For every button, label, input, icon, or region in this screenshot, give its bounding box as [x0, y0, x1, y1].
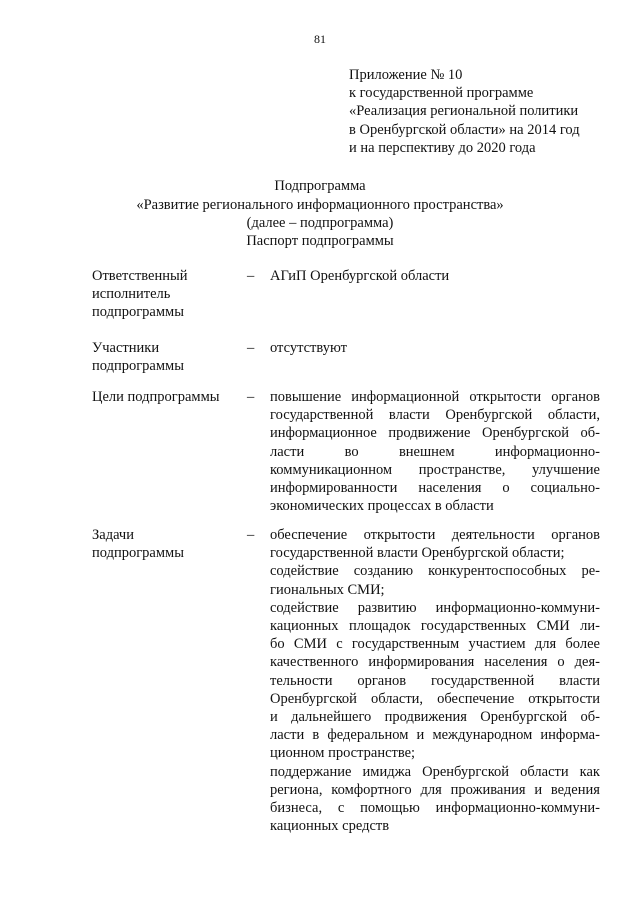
- value-line: [270, 424, 600, 442]
- value-word: власти: [388, 407, 430, 424]
- subprogram-title: [0, 177, 640, 233]
- value-word: участием: [468, 636, 526, 653]
- value-word: содействие: [270, 599, 339, 616]
- value-word: проживания: [450, 781, 526, 798]
- value-word: созданию: [353, 563, 414, 580]
- value-word: помощью: [360, 800, 420, 817]
- value-word: улучшение: [532, 461, 600, 478]
- value-word: информирования: [368, 654, 475, 671]
- value-word: пространстве,: [418, 461, 506, 478]
- value-line: [270, 562, 600, 580]
- value-word: тельности: [270, 672, 333, 689]
- row-dash: –: [247, 389, 255, 405]
- value-word: органов: [357, 672, 407, 689]
- value-word: государственной: [430, 672, 535, 689]
- value-line: [270, 497, 600, 515]
- value-word: бизнеса,: [270, 800, 323, 817]
- value-word: Оренбургской: [482, 425, 569, 442]
- value-word: экономических процессах в области: [270, 498, 494, 515]
- row-value: [270, 388, 600, 515]
- value-word: как: [579, 763, 600, 780]
- value-word: области,: [547, 407, 600, 424]
- value-word: власти: [559, 672, 600, 689]
- value-word: обеспечение: [437, 690, 515, 707]
- value-word: ласти: [270, 443, 305, 460]
- value-word: и: [270, 709, 278, 726]
- value-word: Оренбургской: [422, 763, 510, 780]
- value-line: [270, 690, 600, 708]
- value-word: информационной: [351, 389, 460, 405]
- value-word: во: [344, 443, 359, 460]
- title-line: «Развитие регионального информационного пространства»: [136, 196, 504, 213]
- value-word: дея-: [574, 654, 600, 671]
- value-line: [270, 443, 600, 461]
- row-dash: –: [247, 268, 255, 284]
- value-word: открытости: [528, 690, 600, 707]
- value-word: кационных: [270, 618, 339, 635]
- value-word: информационно-коммуни-: [435, 800, 600, 817]
- value-word: кационных средств: [270, 818, 390, 835]
- value-line: [270, 781, 600, 799]
- appendix-line: к государственной программе: [349, 85, 534, 102]
- row-label: [92, 388, 242, 406]
- value-word: информационно-: [494, 443, 600, 460]
- value-word: Оренбургской: [270, 690, 357, 707]
- row-label: [92, 339, 242, 375]
- value-line: [270, 817, 600, 835]
- value-word: федеральном: [327, 727, 409, 744]
- row-value: [270, 526, 600, 835]
- value-line: [270, 544, 600, 562]
- value-word: государственной власти Оренбургской области;: [270, 545, 565, 562]
- value-line: [270, 617, 600, 635]
- value-word: СМИ: [293, 636, 327, 653]
- appendix-header: [349, 66, 580, 157]
- value-word: государственным: [351, 636, 460, 653]
- value-line: [270, 526, 600, 544]
- value-word: ционном пространстве;: [270, 745, 416, 762]
- value-word: повышение: [270, 389, 342, 405]
- value-word: области,: [370, 690, 424, 707]
- label-line: исполнитель: [92, 286, 171, 303]
- value-line: [270, 653, 600, 671]
- value-word: внешнем: [398, 443, 455, 460]
- value-line: [270, 388, 600, 406]
- value-word: содействие: [270, 563, 339, 580]
- title-line: Подпрограмма: [274, 178, 366, 194]
- value-word: гиональных СМИ;: [270, 581, 385, 598]
- value-line: [270, 763, 600, 781]
- value-word: коммуникационном: [270, 461, 393, 478]
- value-word: более: [565, 636, 600, 653]
- value-word: об-: [580, 709, 600, 726]
- value-word: международном: [432, 727, 533, 744]
- value-word: о: [502, 480, 510, 497]
- value-word: обеспечение: [270, 527, 348, 543]
- row-label: [92, 267, 242, 322]
- value-word: ласти: [270, 727, 305, 744]
- value-word: продвижение: [388, 425, 471, 442]
- value-line: [270, 461, 600, 479]
- value-word: государственной: [270, 407, 374, 424]
- value-word: для: [534, 636, 557, 653]
- row-value: [270, 339, 600, 357]
- value-word: АГиП Оренбургской области: [270, 268, 450, 284]
- label-line: Цели подпрограммы: [92, 389, 220, 405]
- value-word: и: [534, 781, 543, 798]
- passport-title: Паспорт подпрограммы: [246, 233, 394, 249]
- label-line: подпрограммы: [92, 304, 184, 321]
- value-word: информа-: [540, 727, 600, 744]
- label-line: подпрограммы: [92, 358, 184, 375]
- value-word: открытости: [363, 527, 436, 543]
- row-label: [92, 526, 242, 562]
- value-word: поддержание: [270, 763, 352, 780]
- value-word: комфортного: [331, 781, 412, 798]
- value-word: информационное: [270, 425, 377, 442]
- value-word: для: [420, 781, 442, 798]
- label-line: подпрограммы: [92, 545, 184, 562]
- value-word: имиджа: [362, 763, 412, 780]
- value-line: [270, 581, 600, 599]
- value-word: ли-: [580, 618, 600, 635]
- appendix-line: в Оренбургской области» на 2014 год: [349, 121, 580, 138]
- value-word: качественного: [270, 654, 359, 671]
- value-line: [270, 339, 600, 357]
- value-word: об-: [580, 425, 600, 442]
- value-word: информированности: [270, 480, 398, 497]
- value-word: продвижения: [384, 709, 467, 726]
- value-word: населения: [418, 480, 482, 497]
- value-line: [270, 672, 600, 690]
- value-word: органов: [551, 527, 600, 543]
- value-line: [270, 635, 600, 653]
- value-word: ведения: [550, 781, 600, 798]
- appendix-line: и на перспективу до 2020 года: [349, 139, 536, 156]
- value-word: отсутствуют: [270, 340, 347, 356]
- row-value: [270, 267, 600, 285]
- value-word: в: [312, 727, 320, 744]
- page-number: 81: [314, 32, 326, 46]
- value-word: бо: [270, 636, 285, 653]
- value-word: и: [416, 727, 425, 744]
- value-word: ре-: [581, 563, 600, 580]
- value-line: [270, 479, 600, 497]
- value-word: дальнейшего: [291, 709, 372, 726]
- value-word: социально-: [530, 480, 600, 497]
- value-word: региона,: [270, 781, 323, 798]
- value-word: Оренбургской: [445, 407, 533, 424]
- row-dash: –: [247, 527, 255, 543]
- row-dash: –: [247, 340, 255, 356]
- label-line: Участники: [92, 340, 160, 356]
- value-word: открытости: [469, 389, 542, 405]
- appendix-line: Приложение № 10: [349, 67, 463, 83]
- value-word: СМИ: [536, 618, 570, 635]
- appendix-line: «Реализация региональной политики: [349, 103, 579, 120]
- value-line: [270, 726, 600, 744]
- value-word: государственных: [420, 618, 527, 635]
- value-line: [270, 267, 600, 285]
- value-line: [270, 744, 600, 762]
- value-word: с: [337, 800, 345, 817]
- value-line: [270, 406, 600, 424]
- value-word: области: [520, 763, 569, 780]
- value-word: информационно-коммуни-: [435, 599, 600, 616]
- value-word: развитию: [357, 599, 417, 616]
- value-word: органов: [551, 389, 600, 405]
- value-word: с: [336, 636, 343, 653]
- value-word: площадок: [348, 618, 411, 635]
- label-line: Ответственный: [92, 268, 188, 284]
- label-line: Задачи: [92, 527, 134, 543]
- value-word: деятельности: [451, 527, 535, 543]
- value-word: населения: [484, 654, 548, 671]
- value-line: [270, 799, 600, 817]
- value-word: конкурентоспособных: [428, 563, 567, 580]
- value-word: о: [557, 654, 565, 671]
- value-line: [270, 599, 600, 617]
- value-line: [270, 708, 600, 726]
- value-word: Оренбургской: [480, 709, 568, 726]
- title-line: (далее – подпрограмма): [246, 215, 394, 231]
